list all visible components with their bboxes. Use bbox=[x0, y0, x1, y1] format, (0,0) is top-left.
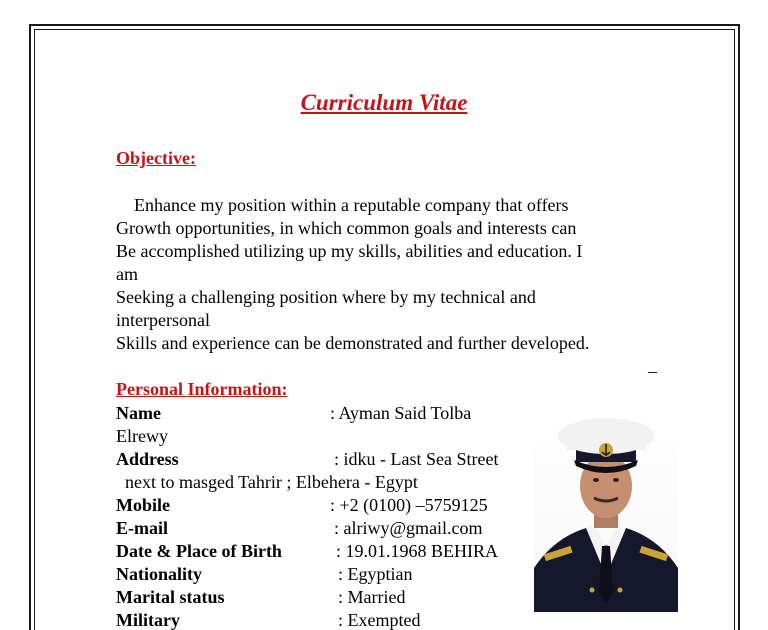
marital-label: Marital status bbox=[116, 587, 225, 607]
birth-label: Date & Place of Birth bbox=[116, 541, 282, 561]
email-label: E-mail bbox=[116, 518, 168, 538]
name-continuation: Elrewy bbox=[116, 426, 168, 446]
portrait-photo bbox=[534, 400, 678, 612]
name-value: : Ayman Said Tolba bbox=[330, 403, 472, 423]
mobile-label: Mobile bbox=[116, 495, 170, 515]
nationality-value: : Egyptian bbox=[338, 564, 413, 584]
objective-line: Growth opportunities, in which common goals and interests can bbox=[116, 218, 577, 238]
address-value: : idku - Last Sea Street bbox=[334, 449, 499, 469]
document-title: Curriculum Vitae bbox=[300, 90, 468, 115]
nationality-label: Nationality bbox=[116, 564, 203, 584]
objective-heading: Objective: bbox=[116, 148, 196, 168]
trailing-dash: – bbox=[648, 361, 657, 381]
marital-value: : Married bbox=[338, 587, 406, 607]
personal-info-heading: Personal Information: bbox=[116, 379, 288, 399]
objective-paragraph bbox=[116, 194, 646, 355]
military-label: Military bbox=[116, 610, 180, 630]
mobile-value: : +2 (0100) –5759125 bbox=[330, 495, 488, 515]
portrait-icon bbox=[534, 400, 678, 612]
address-label: Address bbox=[116, 449, 179, 469]
email-value: : alriwy@gmail.com bbox=[334, 518, 483, 538]
objective-line: interpersonal bbox=[116, 310, 210, 330]
address-continuation: next to masged Tahrir ; Elbehera - Egypt bbox=[125, 472, 418, 492]
birth-value: : 19.01.1968 BEHIRA bbox=[336, 541, 498, 561]
objective-line: Seeking a challenging position where by my technical and bbox=[116, 287, 536, 307]
military-value: : Exempted bbox=[338, 610, 421, 630]
objective-line: Enhance my position within a reputable company that offers bbox=[134, 195, 569, 215]
objective-line: am bbox=[116, 264, 138, 284]
objective-line: Be accomplished utilizing up my skills, abilities and education. I bbox=[116, 241, 583, 261]
name-label: Name bbox=[116, 403, 161, 423]
objective-line: Skills and experience can be demonstrated and further developed. bbox=[116, 333, 590, 353]
